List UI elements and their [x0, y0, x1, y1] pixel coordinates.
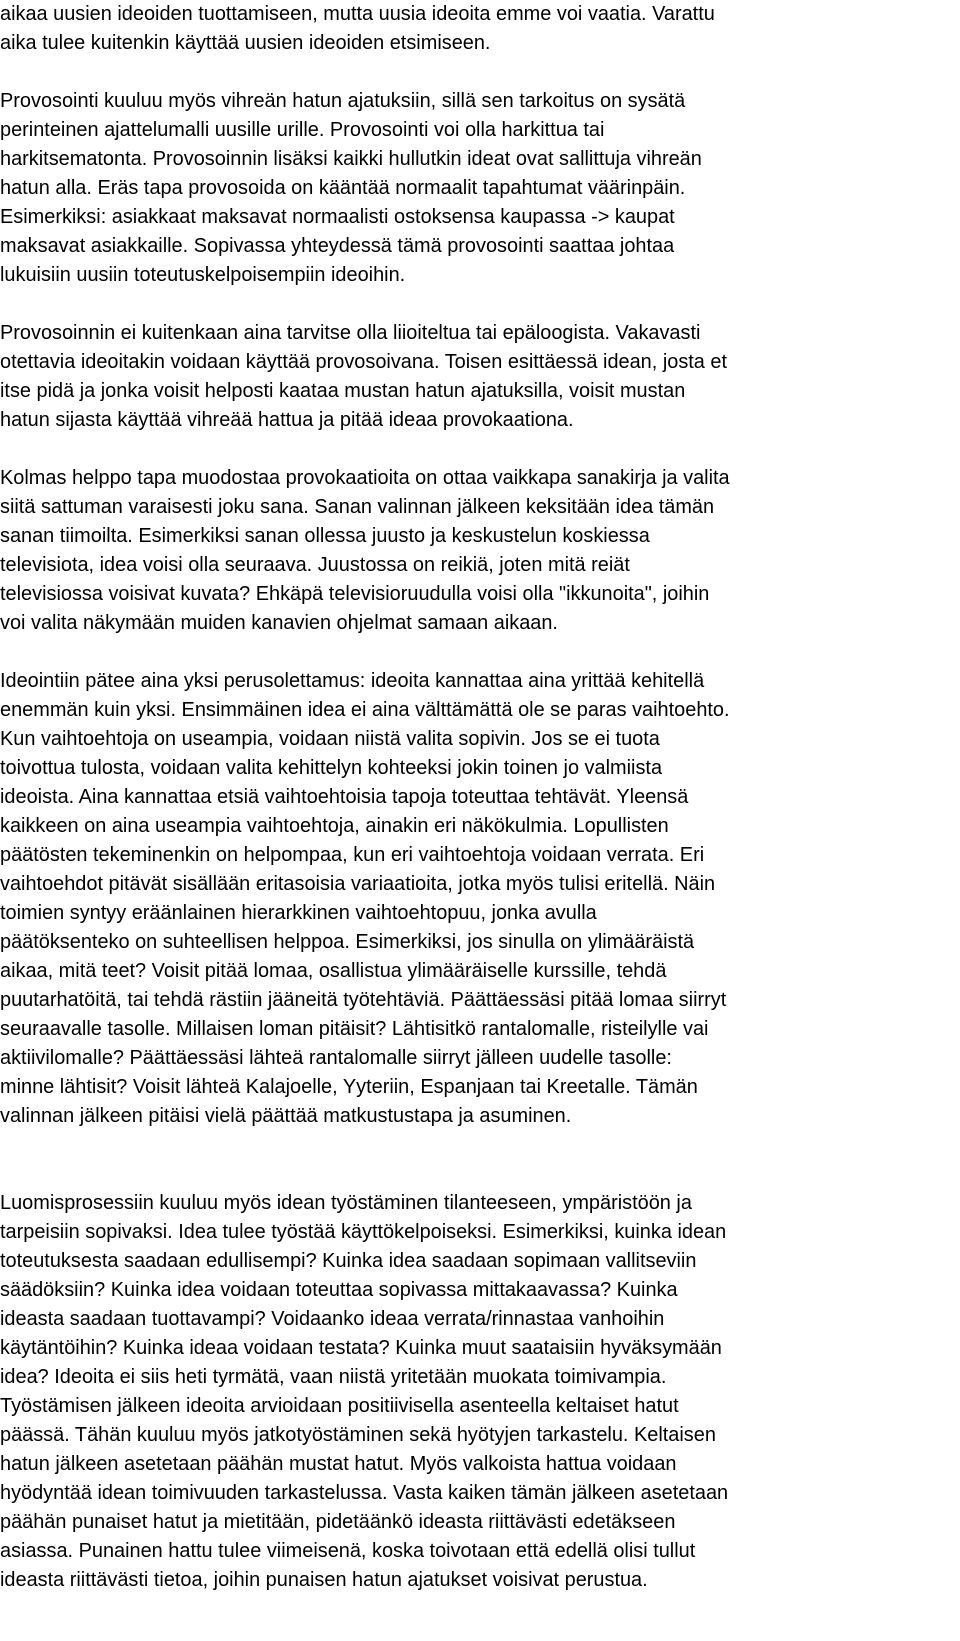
text-line: perinteinen ajattelumalli uusille urille. Provosointi voi olla harkittua tai [0, 119, 605, 141]
text-line: hatun alla. Eräs tapa provosoida on kääntää normaalit tapahtumat väärinpäin. [0, 177, 686, 199]
paragraph-6 [0, 1189, 960, 1595]
text-line: aikaa, mitä teet? Voisit pitää lomaa, osallistua ylimääräiselle kurssille, tehdä [0, 960, 667, 982]
text-line: sanan tiimoilta. Esimerkiksi sanan ollessa juusto ja keskustelun koskiessa [0, 525, 650, 547]
text-line: siitä sattuman varaisesti joku sana. Sanan valinnan jälkeen keksitään idea tämän [0, 496, 715, 518]
text-line: televisiossa voisivat kuvata? Ehkäpä televisioruudulla voisi olla "ikkunoita", joihin [0, 583, 710, 605]
paragraph-4 [0, 464, 960, 638]
text-line: tarpeisiin sopivaksi. Idea tulee työstää käyttökelpoiseksi. Esimerkiksi, kuinka idean [0, 1221, 727, 1243]
text-line: minne lähtisit? Voisit lähteä Kalajoelle, Yyteriin, Espanjaan tai Kreetalle. Tämän [0, 1076, 698, 1098]
text-line: vaihtoehdot pitävät sisällään eritasoisia variaatioita, jotka myös tulisi eritellä. Näin [0, 873, 716, 895]
text-line: itse pidä ja jonka voisit helposti kaataa mustan hatun ajatuksilla, voisit mustan [0, 380, 686, 402]
text-line: Provosoinnin ei kuitenkaan aina tarvitse olla liioiteltua tai epäloogista. Vakavasti [0, 322, 701, 344]
text-line: aktiivilomalle? Päättäessäsi lähteä rantalomalle siirryt jälleen uudelle tasolle: [0, 1047, 672, 1069]
paragraph-1 [0, 0, 960, 58]
text-line: puutarhatöitä, tai tehdä rästiin jääneitä työtehtäviä. Päättäessäsi pitää lomaa siirryt [0, 989, 727, 1011]
text-line: päähän punaiset hatut ja mietitään, pidetäänkö ideasta riittävästi edetäkseen [0, 1511, 676, 1533]
text-line: aika tulee kuitenkin käyttää uusien ideoiden etsimiseen. [0, 32, 491, 54]
text-line: toteutuksesta saadaan edullisempi? Kuinka idea saadaan sopimaan vallitseviin [0, 1250, 697, 1272]
text-line: hatun jälkeen asetetaan päähän mustat hatut. Myös valkoista hattua voidaan [0, 1453, 677, 1475]
text-line: aikaa uusien ideoiden tuottamiseen, mutta uusia ideoita emme voi vaatia. Varattu [0, 3, 715, 25]
text-line: Esimerkiksi: asiakkaat maksavat normaalisti ostoksensa kaupassa -> kaupat [0, 206, 675, 228]
text-line: Kun vaihtoehtoja on useampia, voidaan niistä valita sopivin. Jos se ei tuota [0, 728, 660, 750]
text-line: toivottua tulosta, voidaan valita kehittelyn kohteeksi jokin toinen jo valmiista [0, 757, 663, 779]
text-line: Luomisprosessiin kuuluu myös idean työstäminen tilanteeseen, ympäristöön ja [0, 1192, 692, 1214]
text-line: päätöksenteko on suhteellisen helppoa. Esimerkiksi, jos sinulla on ylimääräistä [0, 931, 695, 953]
text-line: ideoista. Aina kannattaa etsiä vaihtoehtoisia tapoja toteuttaa tehtävät. Yleensä [0, 786, 689, 808]
text-line: idea? Ideoita ei siis heti tyrmätä, vaan niistä yritetään muokata toimivampia. [0, 1366, 667, 1388]
text-line: päätösten tekeminenkin on helpompaa, kun eri vaihtoehtoja voidaan verrata. Eri [0, 844, 705, 866]
text-line: maksavat asiakkaille. Sopivassa yhteydessä tämä provosointi saattaa johtaa [0, 235, 675, 257]
paragraph-5 [0, 667, 960, 1131]
paragraph-3 [0, 319, 960, 435]
text-line: päässä. Tähän kuuluu myös jatkotyöstäminen sekä hyötyjen tarkastelu. Keltaisen [0, 1424, 716, 1446]
text-line: ideasta riittävästi tietoa, joihin punaisen hatun ajatukset voisivat perustua. [0, 1569, 648, 1591]
text-line: Ideointiin pätee aina yksi perusolettamus: ideoita kannattaa aina yrittää kehitellä [0, 670, 705, 692]
paragraph-2 [0, 87, 960, 290]
text-line: otettavia ideoitakin voidaan käyttää provosoivana. Toisen esittäessä idean, josta et [0, 351, 728, 373]
text-line: Työstämisen jälkeen ideoita arvioidaan positiivisella asenteella keltaiset hatut [0, 1395, 679, 1417]
text-line: televisiota, idea voisi olla seuraava. Juustossa on reikiä, joten mitä reiät [0, 554, 630, 576]
text-line: lukuisiin uusiin toteutuskelpoisempiin ideoihin. [0, 264, 406, 286]
text-line: valinnan jälkeen pitäisi vielä päättää matkustustapa ja asuminen. [0, 1105, 572, 1127]
text-line: hatun sijasta käyttää vihreää hattua ja pitää ideaa provokaationa. [0, 409, 574, 431]
text-line: käytäntöihin? Kuinka ideaa voidaan testata? Kuinka muut saataisiin hyväksymään [0, 1337, 722, 1359]
text-line: seuraavalle tasolle. Millaisen loman pitäisit? Lähtisitkö rantalomalle, risteilylle vai [0, 1018, 709, 1040]
text-line: toimien syntyy eräänlainen hierarkkinen vaihtoehtopuu, jonka avulla [0, 902, 597, 924]
text-line: asiassa. Punainen hattu tulee viimeisenä, koska toivotaan että edellä olisi tullut [0, 1540, 696, 1562]
text-line: säädöksiin? Kuinka idea voidaan toteuttaa sopivassa mittakaavassa? Kuinka [0, 1279, 678, 1301]
text-line: Provosointi kuuluu myös vihreän hatun ajatuksiin, sillä sen tarkoitus on sysätä [0, 90, 686, 112]
text-line: enemmän kuin yksi. Ensimmäinen idea ei aina välttämättä ole se paras vaihtoehto. [0, 699, 730, 721]
text-line: hyödyntää idean toimivuuden tarkastelussa. Vasta kaiken tämän jälkeen asetetaan [0, 1482, 729, 1504]
text-line: harkitsematonta. Provosoinnin lisäksi kaikki hullutkin ideat ovat sallittuja vihreän [0, 148, 702, 170]
text-line: Kolmas helppo tapa muodostaa provokaatioita on ottaa vaikkapa sanakirja ja valita [0, 467, 730, 489]
text-line: ideasta saadaan tuottavampi? Voidaanko ideaa verrata/rinnastaa vanhoihin [0, 1308, 665, 1330]
text-line: kaikkeen on aina useampia vaihtoehtoja, ainakin eri näkökulmia. Lopullisten [0, 815, 669, 837]
text-line: voi valita näkymään muiden kanavien ohjelmat samaan aikaan. [0, 612, 558, 634]
